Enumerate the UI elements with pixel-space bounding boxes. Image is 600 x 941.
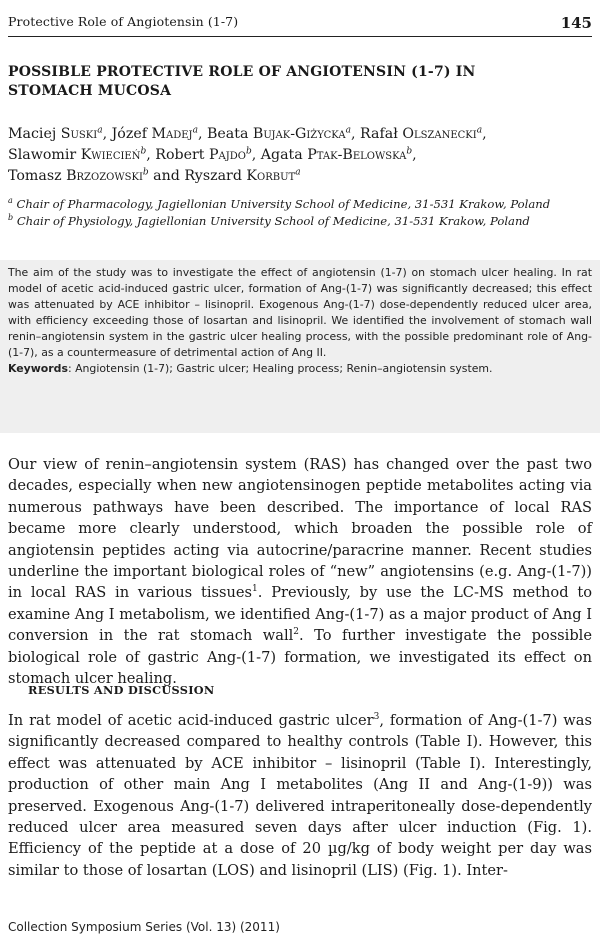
section-heading: RESULTS AND DISCUSSION [28, 683, 215, 697]
keywords-list: : Angiotensin (1-7); Gastric ulcer; Healing process; Renin–angiotensin system. [67, 362, 493, 375]
page-footer: Collection Symposium Series (Vol. 13) (2011) [8, 920, 280, 934]
author-name: Slawomir Kwiecień$^b$ [8, 146, 147, 163]
author-name: Józef Madej$^a$ [111, 125, 198, 142]
author-name: Rafał Olszanecki$^a$ [360, 125, 483, 142]
affiliation: $^b$ Chair of Physiology, Jagiellonian University School of Medicine, 31-531 Krakow, Poland [8, 213, 530, 228]
page-number: 145 [560, 14, 592, 32]
affiliation: $^a$ Chair of Pharmacology, Jagiellonian University School of Medicine, 31-531 Krakow, Poland [8, 196, 551, 211]
intro-paragraph: Our view of renin–angiotensin system (RAS) has changed over the past two decades, especially when new angiotensinogen peptide metabolites acting via numerous pathways have been described. The importance of local RAS became more clearly understood, which broaden the possible role of angiotensin peptides acting via autocrine/paracrine manner. Recent studies underline the important biological roles of “new” angiotensins (e.g. Ang-(1-7)) in local RAS in various tissues$^1$. Previously, by use the LC-MS method to examine Ang I metabolism, we identified Ang-(1-7) as a major product of Ang I conversion in the rat stomach wall$^2$. To further investigate the possible biological role of gastric Ang-(1-7) formation, we investigated its effect on stomach ulcer healing. [8, 456, 592, 688]
results-paragraph: In rat model of acetic acid-induced gastric ulcer$^3$, formation of Ang-(1-7) was significantly decreased compared to healthy controls (Table I). However, this effect was attenuated by ACE inhibitor – lisinopril (Table I). Interestingly, production of other main Ang I metabolites (Ang II and Ang-(1-9)) was preserved. Exogenous Ang-(1-7) delivered intraperitoneally dose-dependently reduced ulcer area measured seven days after ulcer induction (Fig. 1). Efficiency of the peptide at a dose of 20 µg/kg of body weight per day was similar to those of losartan (LOS) and lisinopril (LIS) (Fig. 1). Inter- [8, 712, 592, 879]
author-name: Ryszard Korbut$^a$ [184, 167, 301, 184]
author-name: Beata Bujak-Giżycka$^a$ [206, 125, 351, 142]
running-head-title: Protective Role of Angiotensin (1-7) [8, 14, 239, 29]
abstract-text: The aim of the study was to investigate the effect of angiotensin (1-7) on stomach ulcer healing. In rat model of acetic acid-induced gastric ulcer, formation of Ang-(1-7) was significantly decreased; this effect was attenuated by ACE inhibitor – lisinopril. Exogenous Ang-(1-7) dose-dependently reduced ulcer area, with efficiency exceeding those of losartan and lisinopril. We identified the involvement of stomach wall renin–angiotensin system in the gastric ulcer healing process, with the possible predominant role of Ang-(1-7), as a countermeasure of detrimental action of Ang II. Keywords: Angiotensin (1-7); Gastric ulcer; Healing process; Renin–angiotensin system. [8, 266, 592, 375]
citation-ref: 2 [293, 627, 300, 638]
author-name: Robert Pajdo$^b$ [155, 146, 252, 163]
abstract-box [0, 260, 600, 433]
author-list: Maciej Suski$^a$, Józef Madej$^a$, Beata Bujak-Giżycka$^a$, Rafał Olszanecki$^a$, Slawomir Kwiecień$^b$, Robert Pajdo$^b$, Agata Ptak-Belowska$^b$, Tomasz Brzozowski$^b$ and Ryszard Korbut$^a$ [8, 125, 487, 184]
citation-ref: 1 [252, 584, 258, 595]
keywords-label: Keywords [8, 362, 68, 375]
citation-ref: 3 [373, 712, 380, 723]
running-header [8, 14, 592, 37]
author-name: Tomasz Brzozowski$^b$ [8, 167, 149, 184]
author-name: Maciej Suski$^a$ [8, 125, 103, 142]
author-name: Agata Ptak-Belowska$^b$ [260, 146, 413, 163]
article-title: POSSIBLE PROTECTIVE ROLE OF ANGIOTENSIN (1-7) IN STOMACH MUCOSA [8, 64, 476, 99]
